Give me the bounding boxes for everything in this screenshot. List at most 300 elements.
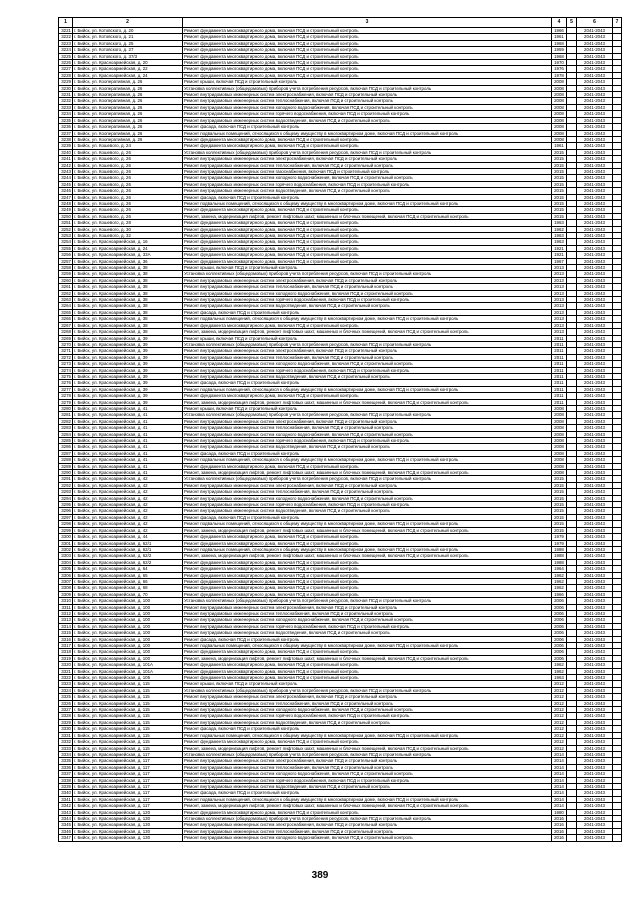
year-cell: 2013 (552, 309, 567, 315)
work-type-cell: Ремонт фундамента многоквартирного дома, включая ПСД и строительный контроль (183, 809, 552, 815)
year-cell: 1962 (552, 668, 567, 674)
year-cell: 1959 (552, 47, 567, 53)
year-cell: 2015 (552, 200, 567, 206)
work-type-cell: Ремонт фасада, включая ПСД и строительный контроль (183, 514, 552, 520)
year-cell: 2015 (552, 188, 567, 194)
address-cell: г. Бийск, ул. Кошевого, д. 26 (73, 149, 183, 155)
address-cell: г. Бийск, ул. Кооперативная, д. 26 (73, 111, 183, 117)
address-cell: г. Бийск, ул. Красноармейская, д. 62/1 (73, 546, 183, 552)
year-cell: 2015 (552, 521, 567, 527)
period-cell: 2041-2043 (577, 104, 613, 110)
period-cell: 2041-2043 (577, 502, 613, 508)
address-cell: г. Бийск, ул. Красноармейская, д. 70 (73, 591, 183, 597)
period-cell: 2041-2043 (577, 34, 613, 40)
address-cell: г. Бийск, ул. Красноармейская, д. 38 (73, 303, 183, 309)
work-type-cell: Установка коллективных (общедомовых) приборов учета потребления ресурсов, включая ПСД и строительный контроль (183, 476, 552, 482)
period-cell: 2041-2043 (577, 527, 613, 533)
year-cell: 1962 (552, 578, 567, 584)
row-number-cell: 3308 (59, 585, 73, 591)
period-cell: 2041-2043 (577, 668, 613, 674)
work-type-cell: Ремонт подвальных помещений, относящихся к общему имуществу в многоквартирном доме, включая ПСД и строительный контроль (183, 200, 552, 206)
work-type-cell: Ремонт фундамента многоквартирного дома, включая ПСД и строительный контроль (183, 143, 552, 149)
work-type-cell: Ремонт крыши, включая ПСД и строительный контроль (183, 681, 552, 687)
work-type-cell: Ремонт внутридомовых инженерных систем водоотведения, включая ПСД и строительный контроль (183, 188, 552, 194)
year-cell: 2006 (552, 655, 567, 661)
work-type-cell: Ремонт внутридомовых инженерных систем газоснабжения, включая ПСД и строительный контроль (183, 168, 552, 174)
row-number-cell: 3318 (59, 649, 73, 655)
period-cell: 2041-2043 (577, 316, 613, 322)
address-cell: г. Бийск, ул. Красноармейская, д. 41 (73, 425, 183, 431)
year-cell: 2008 (552, 438, 567, 444)
address-cell: г. Бийск, ул. Красноармейская, д. 39 (73, 393, 183, 399)
period-cell: 2041-2043 (577, 572, 613, 578)
work-type-cell: Ремонт фасада, включая ПСД и строительный контроль (183, 636, 552, 642)
work-type-cell: Ремонт, замена, модернизация лифтов, ремонт лифтовых шахт, машинных и блочных помещений, включая ПСД и строительный контроль (183, 527, 552, 533)
year-cell: 2008 (552, 457, 567, 463)
year-cell: 2011 (552, 367, 567, 373)
year-cell: 2011 (552, 335, 567, 341)
address-cell: г. Бийск, ул. Красноармейская, д. 41 (73, 418, 183, 424)
work-type-cell: Ремонт внутридомовых инженерных систем водоотведения, включая ПСД и строительный контроль (183, 303, 552, 309)
address-cell: г. Бийск, ул. Котовского, д. 27 (73, 47, 183, 53)
period-cell: 2041-2043 (577, 764, 613, 770)
row-number-cell: 3272 (59, 354, 73, 360)
address-cell: г. Бийск, ул. Красноармейская, д. 38 (73, 284, 183, 290)
year-cell: 2006 (552, 598, 567, 604)
address-cell: г. Бийск, ул. Красноармейская, д. 66 (73, 578, 183, 584)
row-number-cell: 3262 (59, 290, 73, 296)
period-cell: 2041-2043 (577, 226, 613, 232)
row-number-cell: 3295 (59, 502, 73, 508)
year-cell: 2012 (552, 694, 567, 700)
row-number-cell: 3234 (59, 111, 73, 117)
row-number-cell: 3288 (59, 457, 73, 463)
address-cell: г. Бийск, ул. Кошевого, д. 26 (73, 181, 183, 187)
year-cell: 2012 (552, 732, 567, 738)
period-cell: 2041-2043 (577, 598, 613, 604)
work-type-cell: Ремонт, замена, модернизация лифтов, ремонт лифтовых шахт, машинных и блочных помещений, включая ПСД и строительный контроль (183, 655, 552, 661)
period-cell: 2041-2043 (577, 207, 613, 213)
row-number-cell: 3260 (59, 277, 73, 283)
address-cell: г. Бийск, ул. Красноармейская, д. 115 (73, 713, 183, 719)
period-cell: 2041-2043 (577, 739, 613, 745)
work-type-cell: Ремонт фундамента многоквартирного дома, включая ПСД и строительный контроль (183, 28, 552, 34)
work-type-cell: Установка коллективных (общедомовых) приборов учета потребления ресурсов, включая ПСД и строительный контроль (183, 149, 552, 155)
row-number-cell: 3254 (59, 239, 73, 245)
year-cell: 1988 (552, 553, 567, 559)
row-number-cell: 3322 (59, 675, 73, 681)
address-cell: г. Бийск, ул. Красноармейская, д. 42 (73, 495, 183, 501)
address-cell: г. Бийск, ул. Красноармейская, д. 39 (73, 341, 183, 347)
address-cell: г. Бийск, ул. Кошевого, д. 24 (73, 143, 183, 149)
work-type-cell: Ремонт внутридомовых инженерных систем горячего водоснабжения, включая ПСД и строительный контроль (183, 111, 552, 117)
year-cell: 2012 (552, 726, 567, 732)
period-cell: 2041-2043 (577, 124, 613, 130)
work-type-cell: Установка коллективных (общедомовых) приборов учета потребления ресурсов, включая ПСД и строительный контроль (183, 341, 552, 347)
work-type-cell: Ремонт внутридомовых инженерных систем водоотведения, включая ПСД и строительный контроль (183, 630, 552, 636)
row-number-cell: 3337 (59, 771, 73, 777)
period-cell: 2041-2043 (577, 655, 613, 661)
row-number-cell: 3297 (59, 514, 73, 520)
address-cell: г. Бийск, ул. Красноармейская, д. 41 (73, 412, 183, 418)
year-cell: 1979 (552, 534, 567, 540)
period-cell: 2041-2043 (577, 303, 613, 309)
row-number-cell: 3340 (59, 790, 73, 796)
address-cell: г. Бийск, ул. Кооперативная, д. 26 (73, 130, 183, 136)
year-cell: 2008 (552, 85, 567, 91)
year-cell: 1962 (552, 226, 567, 232)
address-cell: г. Бийск, ул. Красноармейская, д. 41 (73, 450, 183, 456)
year-cell: 2013 (552, 297, 567, 303)
period-cell: 2041-2043 (577, 444, 613, 450)
year-cell: 1968 (552, 53, 567, 59)
work-type-cell: Ремонт фундамента многоквартирного дома, включая ПСД и строительный контроль (183, 463, 552, 469)
period-cell: 2041-2043 (577, 341, 613, 347)
row-number-cell: 3299 (59, 527, 73, 533)
address-cell: г. Бийск, ул. Красноармейская, д. 38 (73, 329, 183, 335)
work-type-cell: Ремонт фасада, включая ПСД и строительный контроль (183, 380, 552, 386)
period-cell: 2041-2043 (577, 233, 613, 239)
period-cell: 2041-2043 (577, 412, 613, 418)
year-cell: 2015 (552, 489, 567, 495)
address-cell: г. Бийск, ул. Кооперативная, д. 26 (73, 92, 183, 98)
address-cell: г. Бийск, ул. Кошевого, д. 26 (73, 194, 183, 200)
address-cell: г. Бийск, ул. Красноармейская, д. 41 (73, 463, 183, 469)
address-cell: г. Бийск, ул. Красноармейская, д. 100 (73, 630, 183, 636)
year-cell: 2006 (552, 630, 567, 636)
work-type-cell: Ремонт фасада, включая ПСД и строительный контроль (183, 450, 552, 456)
address-cell: г. Бийск, ул. Красноармейская, д. 130 (73, 828, 183, 834)
row-number-cell: 3332 (59, 739, 73, 745)
period-cell: 2041-2043 (577, 514, 613, 520)
year-cell: 2006 (552, 617, 567, 623)
year-cell: 2008 (552, 418, 567, 424)
row-number-cell: 3236 (59, 124, 73, 130)
year-cell: 2008 (552, 450, 567, 456)
row-number-cell: 3269 (59, 335, 73, 341)
work-type-cell: Ремонт внутридомовых инженерных систем теплоснабжения, включая ПСД и строительный контроль (183, 162, 552, 168)
period-cell: 2041-2043 (577, 534, 613, 540)
work-type-cell: Ремонт внутридомовых инженерных систем холодного водоснабжения, включая ПСД и строительный контроль (183, 431, 552, 437)
work-type-cell: Ремонт фундамента многоквартирного дома, включая ПСД и строительный контроль (183, 34, 552, 40)
work-type-cell: Ремонт фундамента многоквартирного дома, включая ПСД и строительный контроль (183, 649, 552, 655)
address-cell: г. Бийск, ул. Кооперативная, д. 26 (73, 124, 183, 130)
year-cell: 2012 (552, 745, 567, 751)
row-number-cell: 3245 (59, 181, 73, 187)
period-cell: 2041-2043 (577, 72, 613, 78)
work-type-cell: Ремонт фундамента многоквартирного дома, включая ПСД и строительный контроль (183, 239, 552, 245)
address-cell: г. Бийск, ул. Красноармейская, д. 38 (73, 277, 183, 283)
year-cell: 2013 (552, 290, 567, 296)
year-cell: 1961 (552, 143, 567, 149)
work-type-cell: Ремонт крыши, включая ПСД и строительный контроль (183, 335, 552, 341)
registry-sheet (58, 17, 621, 842)
address-cell: г. Бийск, ул. Красноармейская, д. 100 (73, 636, 183, 642)
period-cell: 2041-2043 (577, 694, 613, 700)
year-cell: 2006 (552, 604, 567, 610)
work-type-cell: Ремонт внутридомовых инженерных систем горячего водоснабжения, включая ПСД и строительный контроль (183, 181, 552, 187)
period-cell: 2041-2043 (577, 271, 613, 277)
column-header-4: 4 (552, 18, 567, 28)
work-type-cell: Ремонт внутридомовых инженерных систем теплоснабжения, включая ПСД и строительный контроль (183, 700, 552, 706)
year-cell: 2014 (552, 783, 567, 789)
row-number-cell: 3344 (59, 815, 73, 821)
address-cell: г. Бийск, ул. Красноармейская, д. 62/2 (73, 559, 183, 565)
address-cell: г. Бийск, ул. Красноармейская, д. 117 (73, 764, 183, 770)
year-cell: 2008 (552, 463, 567, 469)
work-type-cell: Ремонт внутридомовых инженерных систем электроснабжения, включая ПСД и строительный контроль (183, 277, 552, 283)
period-cell: 2041-2043 (577, 495, 613, 501)
period-cell: 2041-2043 (577, 559, 613, 565)
address-cell: г. Бийск, ул. Красноармейская, д. 41 (73, 470, 183, 476)
work-type-cell: Ремонт внутридомовых инженерных систем теплоснабжения, включая ПСД и строительный контроль (183, 764, 552, 770)
work-type-cell: Ремонт внутридомовых инженерных систем электроснабжения, включая ПСД и строительный контроль (183, 348, 552, 354)
address-cell: г. Бийск, ул. Кошевого, д. 26 (73, 162, 183, 168)
work-type-cell: Ремонт, замена, модернизация лифтов, ремонт лифтовых шахт, машинных и блочных помещений, включая ПСД и строительный контроль (183, 329, 552, 335)
row-number-cell: 3242 (59, 162, 73, 168)
period-cell: 2041-2043 (577, 130, 613, 136)
address-cell: г. Бийск, ул. Кошевого, д. 26 (73, 175, 183, 181)
year-cell: 2016 (552, 835, 567, 841)
work-type-cell: Ремонт, замена, модернизация лифтов, ремонт лифтовых шахт, машинных и блочных помещений, включая ПСД и строительный контроль (183, 803, 552, 809)
year-cell: 2014 (552, 790, 567, 796)
row-number-cell: 3315 (59, 630, 73, 636)
address-cell: г. Бийск, ул. Красноармейская, д. 24 (73, 245, 183, 251)
work-type-cell: Ремонт, замена, модернизация лифтов, ремонт лифтовых шахт, машинных и блочных помещений, включая ПСД и строительный контроль (183, 553, 552, 559)
row-number-cell: 3267 (59, 322, 73, 328)
work-type-cell: Ремонт фундамента многоквартирного дома, включая ПСД и строительный контроль (183, 233, 552, 239)
work-type-cell: Ремонт фундамента многоквартирного дома, включая ПСД и строительный контроль (183, 585, 552, 591)
work-type-cell: Установка коллективных (общедомовых) приборов учета потребления ресурсов, включая ПСД и строительный контроль (183, 687, 552, 693)
row-number-cell: 3266 (59, 316, 73, 322)
year-cell: 2016 (552, 828, 567, 834)
address-cell: г. Бийск, ул. Красноармейская, д. 62/2 (73, 553, 183, 559)
period-cell: 2041-2043 (577, 610, 613, 616)
period-cell: 2041-2043 (577, 149, 613, 155)
year-cell: 2015 (552, 476, 567, 482)
row-number-cell: 3291 (59, 476, 73, 482)
address-cell: г. Бийск, ул. Красноармейская, д. 130 (73, 835, 183, 841)
period-cell: 2041-2043 (577, 521, 613, 527)
year-cell: 2016 (552, 815, 567, 821)
period-cell: 2041-2043 (577, 162, 613, 168)
period-cell: 2041-2043 (577, 732, 613, 738)
address-cell: г. Бийск, ул. Кошевого, д. 26 (73, 168, 183, 174)
year-cell: 2008 (552, 92, 567, 98)
address-cell: г. Бийск, ул. Красноармейская, д. 39 (73, 380, 183, 386)
work-type-cell: Ремонт подвальных помещений, относящихся к общему имуществу в многоквартирном доме, включая ПСД и строительный контроль (183, 546, 552, 552)
row-number-cell: 3298 (59, 521, 73, 527)
address-cell: г. Бийск, ул. Красноармейская, д. 130 (73, 815, 183, 821)
year-cell: 2011 (552, 361, 567, 367)
address-cell: г. Бийск, ул. Кооперативная, д. 26 (73, 98, 183, 104)
address-cell: г. Бийск, ул. Кошевого, д. 26 (73, 188, 183, 194)
year-cell: 1963 (552, 233, 567, 239)
row-number-cell: 3307 (59, 578, 73, 584)
row-number-cell: 3233 (59, 104, 73, 110)
work-type-cell: Ремонт фасада, включая ПСД и строительный контроль (183, 194, 552, 200)
work-type-cell: Ремонт внутридомовых инженерных систем теплоснабжения, включая ПСД и строительный контроль (183, 284, 552, 290)
work-type-cell: Ремонт внутридомовых инженерных систем холодного водоснабжения, включая ПСД и строительный контроль (183, 290, 552, 296)
work-type-cell: Ремонт фундамента многоквартирного дома, включая ПСД и строительный контроль (183, 220, 552, 226)
work-type-cell: Ремонт подвальных помещений, относящихся к общему имуществу в многоквартирном доме, включая ПСД и строительный контроль (183, 130, 552, 136)
period-cell: 2041-2043 (577, 335, 613, 341)
row-number-cell: 3328 (59, 713, 73, 719)
work-type-cell: Установка коллективных (общедомовых) приборов учета потребления ресурсов, включая ПСД и строительный контроль (183, 815, 552, 821)
year-cell: 2014 (552, 751, 567, 757)
year-cell: 2008 (552, 124, 567, 130)
row-number-cell: 3271 (59, 348, 73, 354)
work-type-cell: Ремонт внутридомовых инженерных систем горячего водоснабжения, включая ПСД и строительный контроль (183, 367, 552, 373)
period-cell: 2041-2043 (577, 591, 613, 597)
period-cell: 2041-2043 (577, 771, 613, 777)
year-cell: 2015 (552, 175, 567, 181)
work-type-cell: Ремонт внутридомовых инженерных систем горячего водоснабжения, включая ПСД и строительный контроль (183, 623, 552, 629)
work-type-cell: Ремонт внутридомовых инженерных систем водоотведения, включая ПСД и строительный контроль (183, 783, 552, 789)
year-cell: 2015 (552, 149, 567, 155)
row-number-cell: 3258 (59, 265, 73, 271)
row-number-cell: 3268 (59, 329, 73, 335)
row-number-cell: 3304 (59, 559, 73, 565)
period-cell: 2041-2043 (577, 828, 613, 834)
period-cell: 2041-2043 (577, 783, 613, 789)
work-type-cell: Установка коллективных (общедомовых) приборов учета потребления ресурсов, включая ПСД и строительный контроль (183, 85, 552, 91)
column-header-6: 6 (577, 18, 613, 28)
year-cell: 2006 (552, 636, 567, 642)
work-type-cell: Ремонт внутридомовых инженерных систем холодного водоснабжения, включая ПСД и строительный контроль (183, 361, 552, 367)
year-cell: 2008 (552, 470, 567, 476)
row-number-cell: 3241 (59, 156, 73, 162)
address-cell: г. Бийск, ул. Красноармейская, д. 20 (73, 60, 183, 66)
work-type-cell: Ремонт фундамента многоквартирного дома, включая ПСД и строительный контроль (183, 60, 552, 66)
row-number-cell: 3276 (59, 380, 73, 386)
period-cell: 2041-2043 (577, 181, 613, 187)
period-cell: 2041-2043 (577, 284, 613, 290)
year-cell: 1978 (552, 72, 567, 78)
year-cell: 2013 (552, 322, 567, 328)
address-cell: г. Бийск, ул. Красноармейская, д. 24 (73, 72, 183, 78)
address-cell: г. Бийск, ул. Красноармейская, д. 117 (73, 790, 183, 796)
address-cell: г. Бийск, ул. Красноармейская, д. 41 (73, 405, 183, 411)
period-cell: 2041-2043 (577, 258, 613, 264)
row-number-cell: 3247 (59, 194, 73, 200)
period-cell: 2041-2043 (577, 156, 613, 162)
work-type-cell: Ремонт внутридомовых инженерных систем холодного водоснабжения, включая ПСД и строительный контроль (183, 771, 552, 777)
work-type-cell: Ремонт внутридомовых инженерных систем теплоснабжения, включая ПСД и строительный контроль (183, 354, 552, 360)
year-cell: 1921 (552, 252, 567, 258)
period-cell: 2041-2043 (577, 98, 613, 104)
row-number-cell: 3331 (59, 732, 73, 738)
row-number-cell: 3263 (59, 297, 73, 303)
year-cell: 2008 (552, 117, 567, 123)
period-cell: 2041-2043 (577, 489, 613, 495)
work-type-cell: Ремонт фундамента многоквартирного дома, включая ПСД и строительный контроль (183, 559, 552, 565)
year-cell: 1966 (552, 591, 567, 597)
work-type-cell: Ремонт фундамента многоквартирного дома, включая ПСД и строительный контроль (183, 572, 552, 578)
row-number-cell: 3256 (59, 252, 73, 258)
year-cell: 2012 (552, 700, 567, 706)
row-number-cell: 3238 (59, 136, 73, 142)
work-type-cell: Ремонт подвальных помещений, относящихся к общему имуществу в многоквартирном доме, включая ПСД и строительный контроль (183, 796, 552, 802)
address-cell: г. Бийск, ул. Красноармейская, д. 38 (73, 322, 183, 328)
year-cell: 2015 (552, 207, 567, 213)
row-number-cell: 3250 (59, 213, 73, 219)
period-cell: 2041-2043 (577, 623, 613, 629)
row-number-cell: 3228 (59, 72, 73, 78)
row-number-cell: 3253 (59, 233, 73, 239)
address-cell: г. Бийск, ул. Кошевого, д. 26 (73, 213, 183, 219)
work-type-cell: Ремонт, замена, модернизация лифтов, ремонт лифтовых шахт, машинных и блочных помещений, включая ПСД и строительный контроль (183, 399, 552, 405)
address-cell: г. Бийск, ул. Красноармейская, д. 100 (73, 610, 183, 616)
row-number-cell: 3323 (59, 681, 73, 687)
period-cell: 2041-2043 (577, 649, 613, 655)
period-cell: 2041-2043 (577, 681, 613, 687)
address-cell: г. Бийск, ул. Красноармейская, д. 41 (73, 444, 183, 450)
work-type-cell: Ремонт внутридомовых инженерных систем теплоснабжения, включая ПСД и строительный контроль (183, 828, 552, 834)
address-cell: г. Бийск, ул. Красноармейская, д. 44 (73, 534, 183, 540)
row-number-cell: 3311 (59, 604, 73, 610)
row-number-cell: 3265 (59, 309, 73, 315)
row-number-cell: 3324 (59, 687, 73, 693)
period-cell: 2041-2043 (577, 431, 613, 437)
year-cell: 2014 (552, 777, 567, 783)
year-cell: 1963 (552, 239, 567, 245)
row-number-cell: 3302 (59, 546, 73, 552)
address-cell: г. Бийск, ул. Котовского, д. 37/3 (73, 53, 183, 59)
work-type-cell: Ремонт подвальных помещений, относящихся к общему имуществу в многоквартирном доме, включая ПСД и строительный контроль (183, 732, 552, 738)
year-cell: 2013 (552, 329, 567, 335)
year-cell: 1921 (552, 245, 567, 251)
row-number-cell: 3240 (59, 149, 73, 155)
row-number-cell: 3336 (59, 764, 73, 770)
row-number-cell: 3327 (59, 707, 73, 713)
row-number-cell: 3316 (59, 636, 73, 642)
year-cell: 1967 (552, 258, 567, 264)
year-cell: 1988 (552, 559, 567, 565)
row-number-cell: 3335 (59, 758, 73, 764)
work-type-cell: Ремонт внутридомовых инженерных систем холодного водоснабжения, включая ПСД и строительный контроль (183, 617, 552, 623)
column-header-7: 7 (613, 18, 622, 28)
work-type-cell: Ремонт фундамента многоквартирного дома, включая ПСД и строительный контроль (183, 578, 552, 584)
row-number-cell: 3275 (59, 373, 73, 379)
row-number-cell: 3301 (59, 540, 73, 546)
row-number-cell: 3244 (59, 175, 73, 181)
period-cell: 2041-2043 (577, 751, 613, 757)
row-number-cell: 3231 (59, 92, 73, 98)
row-number-cell: 3221 (59, 28, 73, 34)
period-cell: 2041-2043 (577, 265, 613, 271)
period-cell: 2041-2043 (577, 540, 613, 546)
year-cell: 1968 (552, 40, 567, 46)
address-cell: г. Бийск, ул. Кооперативная, д. 26 (73, 117, 183, 123)
work-type-cell: Ремонт фундамента многоквартирного дома, включая ПСД и строительный контроль (183, 207, 552, 213)
work-type-cell: Ремонт фундамента многоквартирного дома, включая ПСД и строительный контроль (183, 53, 552, 59)
address-cell: г. Бийск, ул. Красноармейская, д. 100 (73, 604, 183, 610)
period-cell: 2041-2043 (577, 175, 613, 181)
row-number-cell: 3312 (59, 610, 73, 616)
year-cell: 1970 (552, 60, 567, 66)
address-cell: г. Бийск, ул. Кооперативная, д. 26 (73, 104, 183, 110)
period-cell: 2041-2043 (577, 822, 613, 828)
year-cell: 1962 (552, 585, 567, 591)
address-cell: г. Бийск, ул. Красноармейская, д. 117 (73, 751, 183, 757)
work-type-cell: Ремонт внутридомовых инженерных систем электроснабжения, включая ПСД и строительный контроль (183, 604, 552, 610)
address-cell: г. Бийск, ул. Красноармейская, д. 105 (73, 675, 183, 681)
work-type-cell: Установка коллективных (общедомовых) приборов учета потребления ресурсов, включая ПСД и строительный контроль (183, 598, 552, 604)
row-number-cell: 3255 (59, 245, 73, 251)
row-number-cell: 3261 (59, 284, 73, 290)
row-number-cell: 3325 (59, 694, 73, 700)
